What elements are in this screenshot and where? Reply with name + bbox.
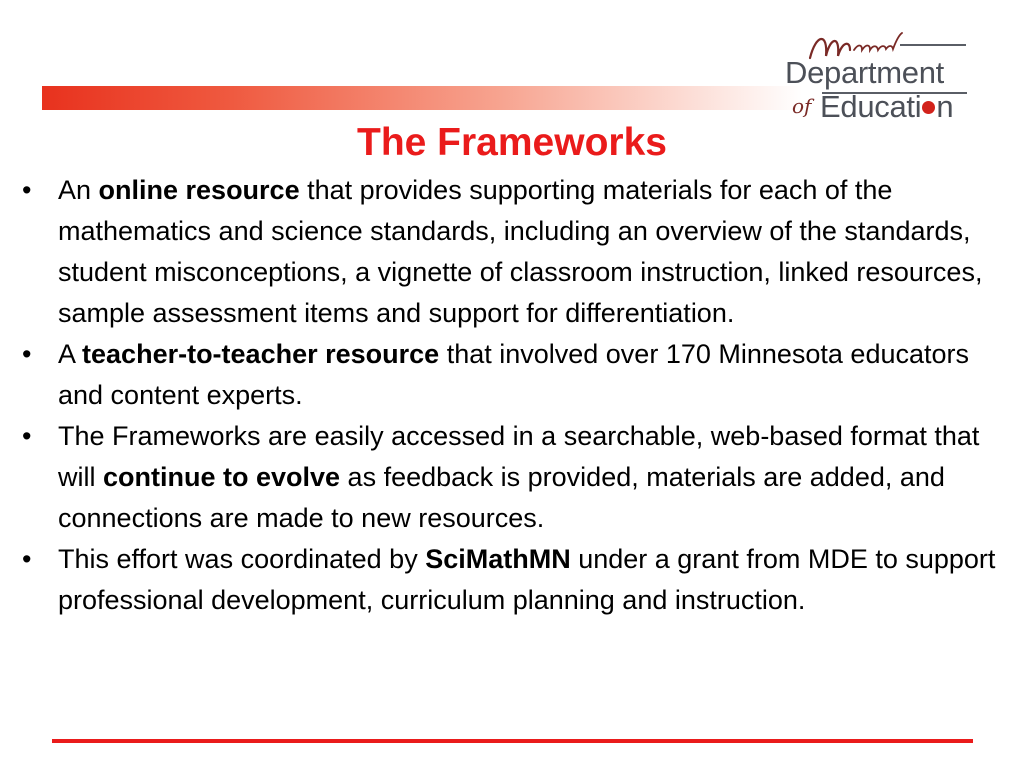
bullet-list [22, 170, 1012, 621]
bullet-item [22, 539, 1012, 621]
bullet-emphasis: continue to evolve [103, 462, 341, 492]
logo-top-rule [900, 44, 966, 46]
logo-department-text: Department [785, 55, 944, 90]
bullet-text-end: that involved over 170 Minnesota educators and content experts. [58, 339, 970, 410]
bullet-text-start: An [58, 175, 99, 205]
bullet-text-start: This effort was coordinated by [58, 544, 426, 574]
footer-rule [52, 739, 973, 743]
slide-title: The Frameworks [357, 121, 667, 164]
logo-of-text: of [792, 94, 812, 118]
bullet-text-end: that provides supporting materials for each of the mathematics and science standards, including an overview of the standards, student misconceptions, a vignette of classroom instruction, linked resources, sample assessment items and support for differentiation. [58, 175, 983, 328]
logo-education-end: n [936, 89, 954, 124]
header-gradient-bar [42, 86, 802, 110]
bullet-text-start: The Frameworks are easily accessed in a searchable, web-based format that will [58, 421, 980, 492]
mn-department-of-education-logo [782, 26, 972, 126]
bullet-text-start: A [58, 339, 83, 369]
bullet-emphasis: teacher-to-teacher resource [82, 339, 440, 369]
bullet-marker: • [22, 544, 32, 574]
bullet-emphasis: SciMathMN [425, 544, 571, 574]
apple-icon [922, 101, 935, 114]
bullet-item [22, 334, 1012, 416]
bullet-marker: • [22, 175, 32, 205]
bullet-item [22, 416, 1012, 539]
bullet-marker: • [22, 339, 32, 369]
bullet-item [22, 170, 1012, 334]
bullet-text-end: under a grant from MDE to support professional development, curriculum planning and instruction. [58, 544, 996, 615]
bullet-marker: • [22, 421, 32, 451]
bullet-text-end: as feedback is provided, materials are added, and connections are made to new resources. [58, 462, 945, 533]
logo-education-start: Educati [820, 89, 922, 124]
bullet-emphasis: online resource [98, 175, 300, 205]
